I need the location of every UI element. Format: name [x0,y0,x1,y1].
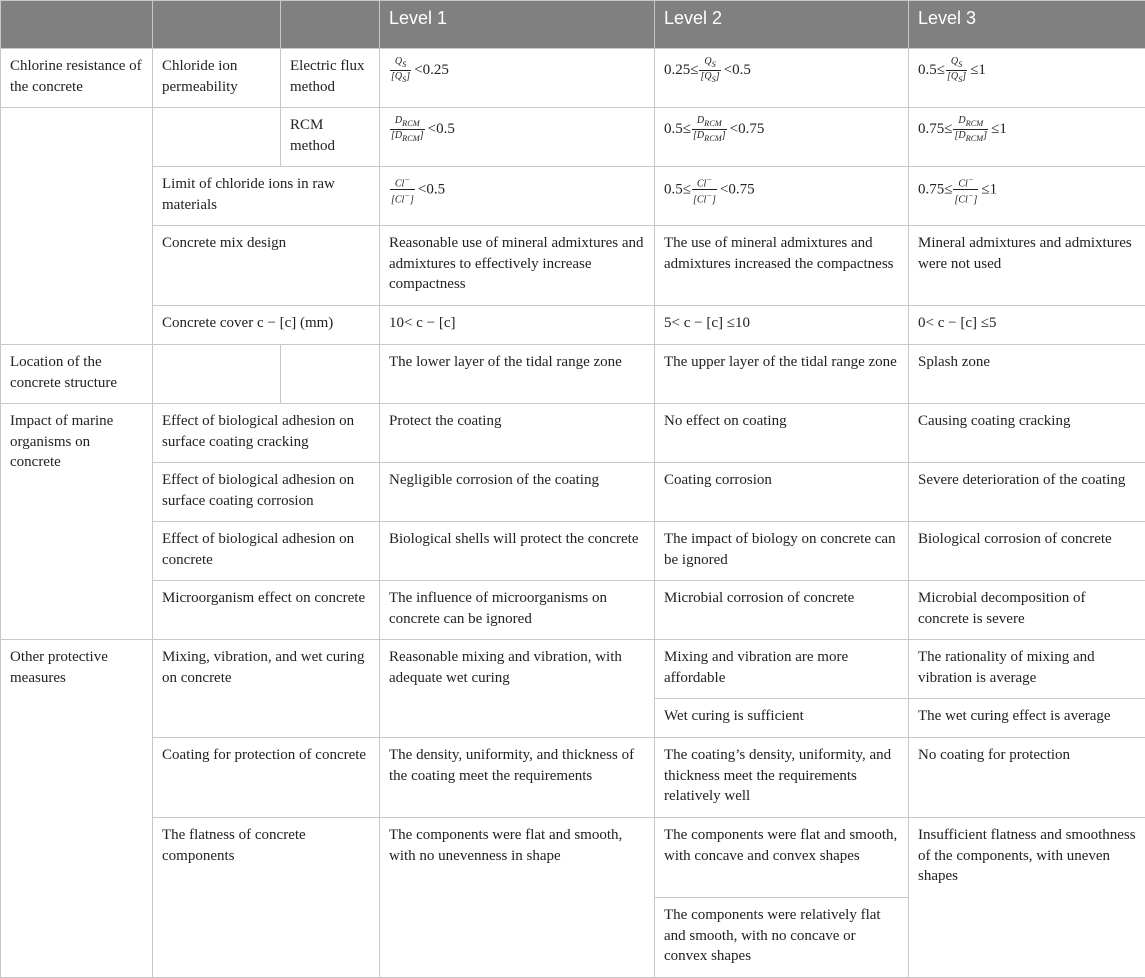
frac-den-sub: S [712,75,716,84]
rcm-level-2 [655,108,909,167]
frac-num: D [395,115,402,126]
frac-den-sub: RCM [402,134,420,143]
frac-num: Q [395,56,402,67]
table-row [1,306,1145,345]
rcm-l3-suffix: ≤1 [991,121,1007,137]
location-level-1: The lower layer of the tidal range zone [380,345,655,404]
rcm-l2-prefix: 0.5≤ [664,121,691,137]
frac-num-sub: RCM [704,119,722,128]
rcm-fraction [390,115,425,144]
concrete-cover-label: Concrete cover c − [c] (mm) [153,306,380,345]
concrete-cover-level-3: 0< c − [c] ≤5 [909,306,1145,345]
coating-corrosion-level-1: Negligible corrosion of the coating [380,463,655,522]
category-other-measures: Other protective measures [1,640,153,978]
limit-l3-suffix: ≤1 [981,181,997,197]
mixing-curing-label: Mixing, vibration, and wet curing on concrete [153,640,380,738]
subcategory-blank [153,108,281,167]
table-row [1,818,1145,898]
header-level-2: Level 2 [655,1,909,49]
frac-den-sub: S [958,75,962,84]
biological-adhesion-label: Effect of biological adhesion on concrete [153,522,380,581]
table-row [1,738,1145,818]
table-row [1,49,1145,108]
biological-adhesion-level-3: Biological corrosion of concrete [909,522,1145,581]
frac-den: [D [693,130,704,141]
frac-den-close: ] [406,71,410,82]
table-row [1,522,1145,581]
location-level-3: Splash zone [909,345,1145,404]
table-row [1,167,1145,226]
frac-den: [D [391,130,402,141]
category-marine-organisms: Impact of marine organisms on concrete [1,404,153,640]
flatness-level-3: Insufficient flatness and smoothness of the components, with uneven shapes [909,818,1145,978]
frac-den: [Q [700,71,711,82]
header-blank-1 [1,1,153,49]
frac-den-sub: S [402,75,406,84]
frac-den-close: ] [983,130,987,141]
frac-num: Cl [395,178,404,189]
limit-fraction [953,174,978,206]
frac-den-sub: RCM [966,134,984,143]
mix-design-level-2: The use of mineral admixtures and admixtures increased the compactness [655,226,909,306]
biological-adhesion-level-1: Biological shells will protect the concrete [380,522,655,581]
frac-den-sub: RCM [704,134,722,143]
flatness-level-1: The components were flat and smooth, with no unevenness in shape [380,818,655,978]
rcm-l2-suffix: <0.75 [730,121,765,137]
flatness-level-2a: The components were flat and smooth, with concave and convex shapes [655,818,909,898]
chloride-limit-level-2 [655,167,909,226]
coating-cracking-level-3: Causing coating cracking [909,404,1145,463]
concrete-cover-level-1: 10< c − [c] [380,306,655,345]
rcm-fraction [692,115,727,144]
table-row [1,463,1145,522]
coating-protection-level-1: The density, uniformity, and thickness of the coating meet the requirements [380,738,655,818]
chloride-limit-level-3 [909,167,1145,226]
frac-den-close: ] [962,71,966,82]
frac-num: Q [951,56,958,67]
flux-l1-suffix: <0.25 [414,62,449,78]
chloride-limit-level-1 [380,167,655,226]
frac-num: D [958,115,965,126]
category-chlorine: Chlorine resistance of the concrete [1,49,153,108]
header-level-3: Level 3 [909,1,1145,49]
flux-fraction [390,56,411,85]
table-row [1,404,1145,463]
header-row [1,1,1145,49]
flux-level-2 [655,49,909,108]
flux-l2-suffix: <0.5 [724,62,751,78]
category-chlorine-continued [1,108,153,345]
flux-l3-prefix: 0.5≤ [918,62,945,78]
limit-fraction [692,174,717,206]
frac-num-sub: S [402,60,406,69]
frac-num: Cl [958,178,967,189]
rcm-l1-suffix: <0.5 [428,121,455,137]
frac-den-sup: − [404,191,410,200]
frac-den-sup: − [968,191,974,200]
coating-protection-label: Coating for protection of concrete [153,738,380,818]
mix-design-label: Concrete mix design [153,226,380,306]
frac-den: [Cl [693,195,706,206]
rcm-l3-prefix: 0.75≤ [918,121,952,137]
frac-num-sup: − [968,175,974,184]
frac-num-sub: S [712,60,716,69]
frac-den: [D [954,130,965,141]
method-rcm: RCM method [281,108,380,167]
flux-fraction [699,56,720,85]
coating-cracking-level-1: Protect the coating [380,404,655,463]
header-level-1: Level 1 [380,1,655,49]
microorganism-level-1: The influence of microorganisms on concrete can be ignored [380,581,655,640]
limit-l2-prefix: 0.5≤ [664,181,691,197]
wet-curing-level-3: The wet curing effect is average [909,699,1145,738]
header-blank-3 [281,1,380,49]
mix-design-level-3: Mineral admixtures and admixtures were not used [909,226,1145,306]
coating-corrosion-level-3: Severe deterioration of the coating [909,463,1145,522]
frac-den: [Q [947,71,958,82]
table-row [1,345,1145,404]
frac-num: Q [704,56,711,67]
frac-den-close: ] [722,130,726,141]
flux-level-1 [380,49,655,108]
limit-l2-suffix: <0.75 [720,181,755,197]
frac-num-sup: − [706,175,712,184]
wet-curing-level-2: Wet curing is sufficient [655,699,909,738]
limit-l3-prefix: 0.75≤ [918,181,952,197]
category-location: Location of the concrete structure [1,345,153,404]
table-row [1,581,1145,640]
table-row [1,226,1145,306]
biological-adhesion-level-2: The impact of biology on concrete can be ignored [655,522,909,581]
rcm-level-1 [380,108,655,167]
frac-den-close: ] [420,130,424,141]
location-blank-2 [281,345,380,404]
frac-den-close: ] [716,71,720,82]
microorganism-label: Microorganism effect on concrete [153,581,380,640]
frac-den: [Q [391,71,402,82]
rcm-fraction [953,115,988,144]
concrete-cover-level-2: 5< c − [c] ≤10 [655,306,909,345]
frac-den: [Cl [954,195,967,206]
flatness-label: The flatness of concrete components [153,818,380,978]
frac-num-sub: RCM [402,119,420,128]
rcm-level-3 [909,108,1145,167]
header-blank-2 [153,1,281,49]
flux-l3-suffix: ≤1 [970,62,986,78]
limit-l1-suffix: <0.5 [418,181,445,197]
coating-cracking-level-2: No effect on coating [655,404,909,463]
coating-protection-level-2: The coating’s density, uniformity, and thickness meet the requirements relatively well [655,738,909,818]
mixing-curing-level-1: Reasonable mixing and vibration, with adequate wet curing [380,640,655,738]
chloride-limit-label: Limit of chloride ions in raw materials [153,167,380,226]
frac-num-sup: − [404,175,410,184]
mix-design-level-1: Reasonable use of mineral admixtures and admixtures to effectively increase compactness [380,226,655,306]
flux-level-3 [909,49,1145,108]
table-row [1,108,1145,167]
frac-num-sub: RCM [966,119,984,128]
frac-den: [Cl [391,195,404,206]
table-row [1,640,1145,699]
flux-l2-prefix: 0.25≤ [664,62,698,78]
coating-corrosion-label: Effect of biological adhesion on surface coating corrosion [153,463,380,522]
microorganism-level-3: Microbial decomposition of concrete is severe [909,581,1145,640]
frac-den-close: ] [973,195,977,206]
flux-fraction [946,56,967,85]
limit-fraction [390,174,415,206]
frac-den-sup: − [706,191,712,200]
location-blank-1 [153,345,281,404]
coating-cracking-label: Effect of biological adhesion on surface coating cracking [153,404,380,463]
frac-num: Cl [697,178,706,189]
location-level-2: The upper layer of the tidal range zone [655,345,909,404]
mixing-vibration-level-3: The rationality of mixing and vibration is average [909,640,1145,699]
coating-corrosion-level-2: Coating corrosion [655,463,909,522]
microorganism-level-2: Microbial corrosion of concrete [655,581,909,640]
frac-num: D [697,115,704,126]
subcategory-chloride-permeability: Chloride ion permeability [153,49,281,108]
mixing-vibration-level-2: Mixing and vibration are more affordable [655,640,909,699]
coating-protection-level-3: No coating for protection [909,738,1145,818]
frac-den-close: ] [410,195,414,206]
frac-den-close: ] [712,195,716,206]
frac-num-sub: S [958,60,962,69]
method-electric-flux: Electric flux method [281,49,380,108]
flatness-level-2b: The components were relatively flat and smooth, with no concave or convex shapes [655,898,909,978]
